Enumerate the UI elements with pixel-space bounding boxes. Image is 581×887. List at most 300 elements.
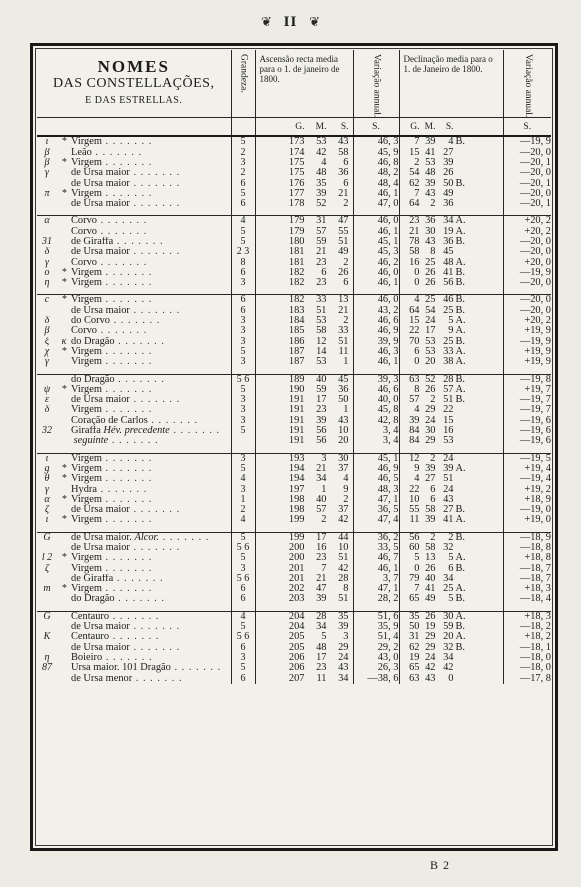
dec-variation: +18, 8 (524, 553, 551, 564)
star-name-cell (37, 326, 231, 336)
dec-degrees: 55 (409, 505, 420, 516)
right-ascension-cell (255, 464, 353, 474)
leader-dots: . . . . . . . (102, 652, 153, 663)
dec-degrees: 0 (414, 278, 420, 289)
dec-minutes: 39 (425, 515, 436, 526)
leader-dots: . . . . . . . (96, 215, 148, 227)
ra-degrees: 189 (288, 374, 305, 385)
dec-minutes: 2 (430, 199, 436, 210)
magnitude: 6 (231, 199, 255, 209)
ra-minutes: 53 (316, 316, 327, 327)
star-name: do Dragão (71, 336, 115, 347)
ra-seconds: 3 (343, 632, 349, 643)
right-ascension-cell (255, 543, 353, 553)
ra-seconds: 10 (338, 543, 349, 553)
right-ascension-cell (255, 326, 353, 336)
ra-minutes: 21 (316, 573, 327, 584)
star-name: de Ursa maior. (71, 532, 132, 543)
declination-cell (399, 168, 503, 178)
table-row (37, 237, 551, 247)
dec-minutes: 26 (425, 611, 436, 622)
dec-degrees: 58 (409, 247, 420, 258)
dec-direction: B. (455, 622, 466, 633)
dec-direction: B. (455, 532, 466, 543)
star-name-cell (37, 168, 231, 178)
ra-variation: 46, 3 (353, 136, 399, 147)
dec-variation: —20, 0 (519, 294, 551, 306)
dec-variation: —18, 9 (519, 532, 551, 543)
declination-cell (399, 237, 503, 247)
dec-minutes: 29 (425, 642, 436, 653)
star-name: Virgem (71, 563, 102, 574)
dec-minutes: 24 (425, 415, 436, 426)
dec-minutes: 48 (425, 168, 436, 179)
magnitude: 3 (231, 395, 255, 405)
ra-seconds: 36 (338, 168, 349, 179)
star-name-italic: Hév. precedente (103, 426, 170, 437)
dec-direction (454, 148, 470, 158)
dec-variation: —20, 0 (519, 305, 551, 316)
dec-minutes: 27 (425, 474, 436, 485)
leader-dots: . . . . . . . (129, 168, 181, 179)
magnitude: 6 (231, 179, 255, 189)
star-letter: β (44, 326, 50, 337)
dec-degrees: 2 (414, 157, 420, 168)
right-ascension-cell (255, 564, 353, 574)
star-letter: β (44, 157, 50, 168)
star-name-cell (37, 594, 231, 604)
ra-variation: 43, 2 (353, 306, 399, 316)
table-row (37, 663, 551, 673)
right-ascension-cell (255, 216, 353, 227)
declination-cell (399, 594, 503, 604)
declination-cell (399, 295, 503, 306)
star-mark: * (61, 188, 67, 199)
ra-degrees: 175 (288, 157, 305, 168)
star-letter: G (43, 611, 51, 622)
magnitude: 3 (231, 453, 255, 464)
magnitude: 5 6 (231, 574, 255, 584)
table-row (37, 611, 551, 622)
star-name-cell (37, 136, 231, 147)
unit-s: S. (340, 121, 349, 132)
star-letter: K (43, 632, 51, 643)
dec-direction: B. (455, 267, 466, 278)
magnitude: 5 (231, 227, 255, 237)
dec-variation: —19, 8 (519, 374, 551, 385)
dec-seconds: 6 (448, 563, 454, 574)
leader-dots: . . . . . . . (101, 563, 153, 574)
ra-minutes: 5 (321, 632, 327, 643)
dec-seconds: 33 (443, 346, 454, 357)
ra-seconds: 51 (338, 336, 349, 347)
ra-degrees: 187 (288, 346, 305, 357)
star-mark: * (61, 278, 67, 289)
ra-degrees: 193 (288, 453, 305, 464)
star-mark: κ (61, 336, 67, 347)
dec-variation: +19, 9 (524, 357, 551, 368)
ra-seconds: 47 (338, 215, 349, 227)
declination-cell (399, 532, 503, 543)
ra-minutes: 14 (316, 346, 327, 357)
table-row (37, 148, 551, 158)
dec-minutes: 58 (425, 505, 436, 516)
ra-degrees: 190 (288, 384, 305, 395)
magnitude: 5 (231, 426, 255, 436)
declination-cell (399, 674, 503, 684)
leader-dots: . . . . . . . (114, 374, 165, 385)
table-row (37, 405, 551, 415)
star-letter: γ (45, 357, 49, 368)
leader-dots: . . . . . . . (169, 426, 221, 437)
dec-variation: —18, 0 (519, 663, 551, 674)
declination-cell (399, 474, 503, 484)
star-name-cell (37, 663, 231, 673)
dec-degrees: 31 (409, 632, 420, 643)
ra-seconds: 58 (338, 147, 349, 158)
ra-degrees: 182 (288, 278, 305, 289)
ra-variation: 46, 0 (353, 295, 399, 306)
star-name: de Ursa maior (71, 247, 130, 258)
ra-degrees: 198 (288, 494, 305, 505)
ra-seconds: 6 (343, 178, 349, 189)
magnitude: 6 (231, 584, 255, 594)
ra-minutes: 40 (316, 374, 327, 385)
declination-cell (399, 326, 503, 336)
dec-minutes: 29 (425, 405, 436, 416)
table-row (37, 168, 551, 178)
dec-seconds: 24 (443, 484, 454, 495)
dec-degrees: 70 (409, 336, 420, 347)
magnitude: 5 (231, 663, 255, 673)
dec-variation: —20, 0 (519, 168, 551, 179)
ra-variation: 33, 5 (353, 543, 399, 553)
dec-minutes: 52 (425, 374, 436, 385)
ra-seconds: 2 (343, 199, 349, 210)
dec-variation: —20, 1 (519, 178, 551, 189)
dec-degrees: 56 (409, 532, 420, 543)
declination-cell (399, 653, 503, 663)
star-name-cell (37, 405, 231, 415)
ra-minutes: 53 (316, 357, 327, 368)
dec-minutes: 42 (425, 663, 436, 674)
declination-cell (399, 632, 503, 642)
leader-dots: . . . . . . . (170, 663, 222, 674)
dec-minutes: 49 (425, 594, 436, 605)
table-row (37, 453, 551, 464)
star-name: Virgem (71, 453, 102, 464)
ra-degrees: 181 (288, 257, 305, 268)
magnitude: 3 (231, 564, 255, 574)
star-name-cell (37, 158, 231, 168)
leader-dots: . . . . . . . (101, 346, 153, 357)
table-row (37, 584, 551, 594)
star-name: Leão (71, 147, 92, 158)
dec-degrees: 0 (414, 357, 420, 368)
star-letter: γ (45, 257, 49, 268)
right-ascension-cell (255, 258, 353, 268)
ra-variation: 46, 1 (353, 189, 399, 199)
declination-cell (399, 643, 503, 653)
dec-direction: B. (455, 563, 466, 574)
dec-seconds: 26 (443, 168, 454, 179)
signature-mark: B 2 (430, 858, 451, 872)
right-ascension-cell (255, 268, 353, 278)
units-row (37, 118, 551, 137)
dec-degrees: 39 (409, 415, 420, 426)
star-name: de Ursa maior (71, 505, 130, 516)
dec-variation: —19, 4 (519, 474, 551, 485)
ra-degrees: 203 (288, 594, 305, 605)
dec-seconds: 51 (443, 474, 454, 485)
star-name-cell (37, 453, 231, 464)
ra-seconds: 37 (338, 505, 349, 516)
dec-minutes: 24 (425, 316, 436, 327)
right-ascension-cell (255, 316, 353, 326)
ra-minutes: 48 (316, 168, 327, 179)
dec-degrees: 16 (409, 257, 420, 268)
table-row (37, 158, 551, 168)
ra-variation: 39, 9 (353, 337, 399, 347)
declination-cell (399, 436, 503, 446)
ra-minutes: 51 (316, 305, 327, 316)
star-mark: * (61, 515, 67, 526)
table-row (37, 505, 551, 515)
ra-minutes: 2 (321, 515, 327, 526)
dec-direction: B. (455, 374, 466, 385)
star-name-cell (37, 278, 231, 288)
ra-minutes: 17 (316, 532, 327, 543)
magnitude: 2 3 (231, 247, 255, 257)
leader-dots: . . . . . . . (101, 515, 153, 526)
ra-variation: 46, 9 (353, 464, 399, 474)
leader-dots: . . . . . . . (101, 494, 153, 505)
dec-degrees: 22 (409, 484, 420, 495)
declination-cell (399, 347, 503, 357)
dec-degrees: 64 (409, 305, 420, 316)
dec-degrees: 54 (409, 168, 420, 179)
dec-minutes: 25 (425, 257, 436, 268)
dec-direction (454, 663, 470, 673)
dec-seconds: 32 (443, 642, 454, 653)
star-letter: β (44, 147, 50, 158)
star-letter: η (44, 652, 50, 663)
ra-variation: 46, 0 (353, 268, 399, 278)
star-name-cell (37, 316, 231, 326)
star-name: de Ursa maior (71, 168, 130, 179)
right-ascension-cell (255, 485, 353, 495)
ra-degrees: 177 (288, 188, 305, 199)
dec-variation: —18, 8 (519, 543, 551, 553)
star-catalog-table (37, 50, 551, 684)
dec-direction: A. (455, 357, 466, 368)
leader-dots: . . . . . . . (101, 584, 153, 595)
ra-minutes: 57 (316, 505, 327, 516)
declination-cell (399, 426, 503, 436)
dec-seconds: 41 (443, 515, 454, 526)
dec-variation: —18, 7 (519, 573, 551, 584)
right-ascension-cell (255, 505, 353, 515)
ra-degrees: 201 (288, 573, 305, 584)
ra-seconds: 43 (338, 136, 349, 148)
table-row (37, 474, 551, 484)
star-mark: * (61, 463, 67, 474)
leader-dots: . . . . . . . (129, 505, 181, 516)
table-row (37, 258, 551, 268)
ra-minutes: 59 (316, 384, 327, 395)
ra-variation: 3, 4 (353, 436, 399, 446)
dec-minutes: 2 (430, 532, 436, 543)
star-name-cell (37, 385, 231, 395)
ra-seconds: 21 (338, 305, 349, 316)
declination-cell (399, 584, 503, 594)
dec-direction: B. (455, 236, 466, 247)
ra-degrees: 204 (288, 622, 305, 633)
dec-seconds: 4 (448, 136, 454, 148)
declination-cell (399, 622, 503, 632)
leader-dots: . . . . . . . (101, 474, 153, 485)
dec-variation: +20, 0 (524, 257, 551, 268)
ra-variation: 47, 1 (353, 495, 399, 505)
star-name-cell (37, 306, 231, 316)
ra-seconds: 9 (343, 484, 349, 495)
star-name-cell (37, 436, 231, 446)
table-row (37, 532, 551, 543)
leader-dots: . . . . . . . (129, 395, 181, 406)
dec-direction: B. (455, 136, 466, 148)
star-name: de Ursa maior (71, 622, 130, 633)
dec-seconds: 49 (443, 188, 454, 199)
ra-degrees: 202 (288, 584, 305, 595)
table-row (37, 326, 551, 336)
star-letter: 87 (42, 663, 52, 674)
ra-minutes: 11 (316, 673, 327, 684)
ra-seconds: 6 (343, 278, 349, 289)
right-ascension-cell (255, 199, 353, 209)
dec-seconds: 19 (443, 226, 454, 237)
ra-degrees: 194 (288, 463, 305, 474)
star-name: Virgem (71, 463, 102, 474)
table-row (37, 485, 551, 495)
right-ascension-cell (255, 347, 353, 357)
dec-seconds: 22 (443, 405, 454, 416)
dec-variation: —19, 9 (519, 336, 551, 347)
ra-minutes: 48 (316, 642, 327, 653)
dec-minutes: 39 (425, 463, 436, 474)
dec-direction: A. (455, 257, 466, 268)
magnitude: 6 (231, 594, 255, 604)
dec-seconds: 25 (443, 305, 454, 316)
star-name-cell (37, 622, 231, 632)
ra-variation: 46, 7 (353, 553, 399, 563)
star-name-cell (37, 515, 231, 525)
ra-minutes: 6 (321, 267, 327, 278)
table-title (37, 50, 231, 109)
star-name: do Dragão (71, 374, 115, 385)
ra-variation: 48, 4 (353, 179, 399, 189)
dec-seconds: 39 (443, 157, 454, 168)
star-letter: α (44, 215, 50, 227)
star-letter: ο (44, 267, 50, 278)
dec-direction: B. (455, 294, 466, 306)
dec-seconds: 51 (443, 395, 454, 406)
star-name-cell (37, 632, 231, 642)
ra-seconds: 34 (338, 673, 349, 684)
ra-minutes: 16 (316, 543, 327, 553)
dec-seconds: 45 (443, 247, 454, 258)
dec-minutes: 36 (425, 215, 436, 227)
dec-variation: +19, 7 (524, 384, 551, 395)
table-frame (30, 43, 558, 851)
dec-direction (454, 485, 470, 495)
star-letter: α (44, 494, 50, 505)
star-name-cell (37, 258, 231, 268)
dec-minutes: 30 (425, 426, 436, 437)
dec-direction (454, 674, 470, 684)
leader-dots: . . . . . . . (129, 642, 181, 653)
dec-degrees: 65 (409, 663, 420, 674)
ra-variation: 3, 4 (353, 426, 399, 436)
dec-direction: B. (455, 336, 466, 347)
table-row (37, 227, 551, 237)
right-ascension-cell (255, 622, 353, 632)
ra-minutes: 31 (316, 215, 327, 227)
dec-degrees: 64 (409, 199, 420, 210)
ra-seconds: 30 (338, 453, 349, 464)
ra-minutes: 57 (316, 226, 327, 237)
unit-m: M. (315, 121, 327, 132)
dec-minutes: 30 (425, 226, 436, 237)
star-name: do Dragão (71, 594, 115, 605)
ra-seconds: 10 (338, 426, 349, 437)
right-ascension-cell (255, 663, 353, 673)
star-name: Virgem (71, 553, 102, 564)
ra-variation: 46, 8 (353, 158, 399, 168)
unit-dec-var: S. (503, 118, 551, 137)
ra-degrees: 198 (288, 505, 305, 516)
leader-dots: . . . . . . . (129, 543, 181, 553)
dec-variation: —19, 5 (519, 453, 551, 464)
dec-minutes: 41 (425, 584, 436, 595)
star-name: Giraffa (71, 426, 101, 437)
declination-cell (399, 663, 503, 673)
leader-dots: . . . . . . . (129, 305, 181, 316)
leader-dots: . . . . . . . (159, 532, 210, 543)
right-ascension-cell (255, 515, 353, 525)
star-name-cell (37, 237, 231, 247)
table-row (37, 306, 551, 316)
ra-variation: 47, 1 (353, 584, 399, 594)
leader-dots: . . . . . . . (96, 484, 148, 495)
table-row (37, 594, 551, 604)
dec-variation: +18, 3 (524, 611, 551, 622)
dec-direction: B. (455, 505, 466, 516)
dec-seconds: 5 (448, 594, 454, 605)
ra-degrees: 174 (288, 147, 305, 158)
ra-minutes: 23 (316, 663, 327, 674)
ra-degrees: 181 (288, 247, 305, 258)
dec-degrees: 78 (409, 236, 420, 247)
dec-direction: A. (455, 463, 466, 474)
dec-variation: +19, 0 (524, 515, 551, 526)
table-row (37, 553, 551, 563)
dec-variation: +20, 2 (524, 215, 551, 227)
dec-seconds: 27 (443, 505, 454, 516)
dec-minutes: 2 (430, 395, 436, 406)
dec-minutes: 24 (425, 652, 436, 663)
ra-minutes: 56 (316, 436, 327, 447)
dec-direction (454, 574, 470, 584)
